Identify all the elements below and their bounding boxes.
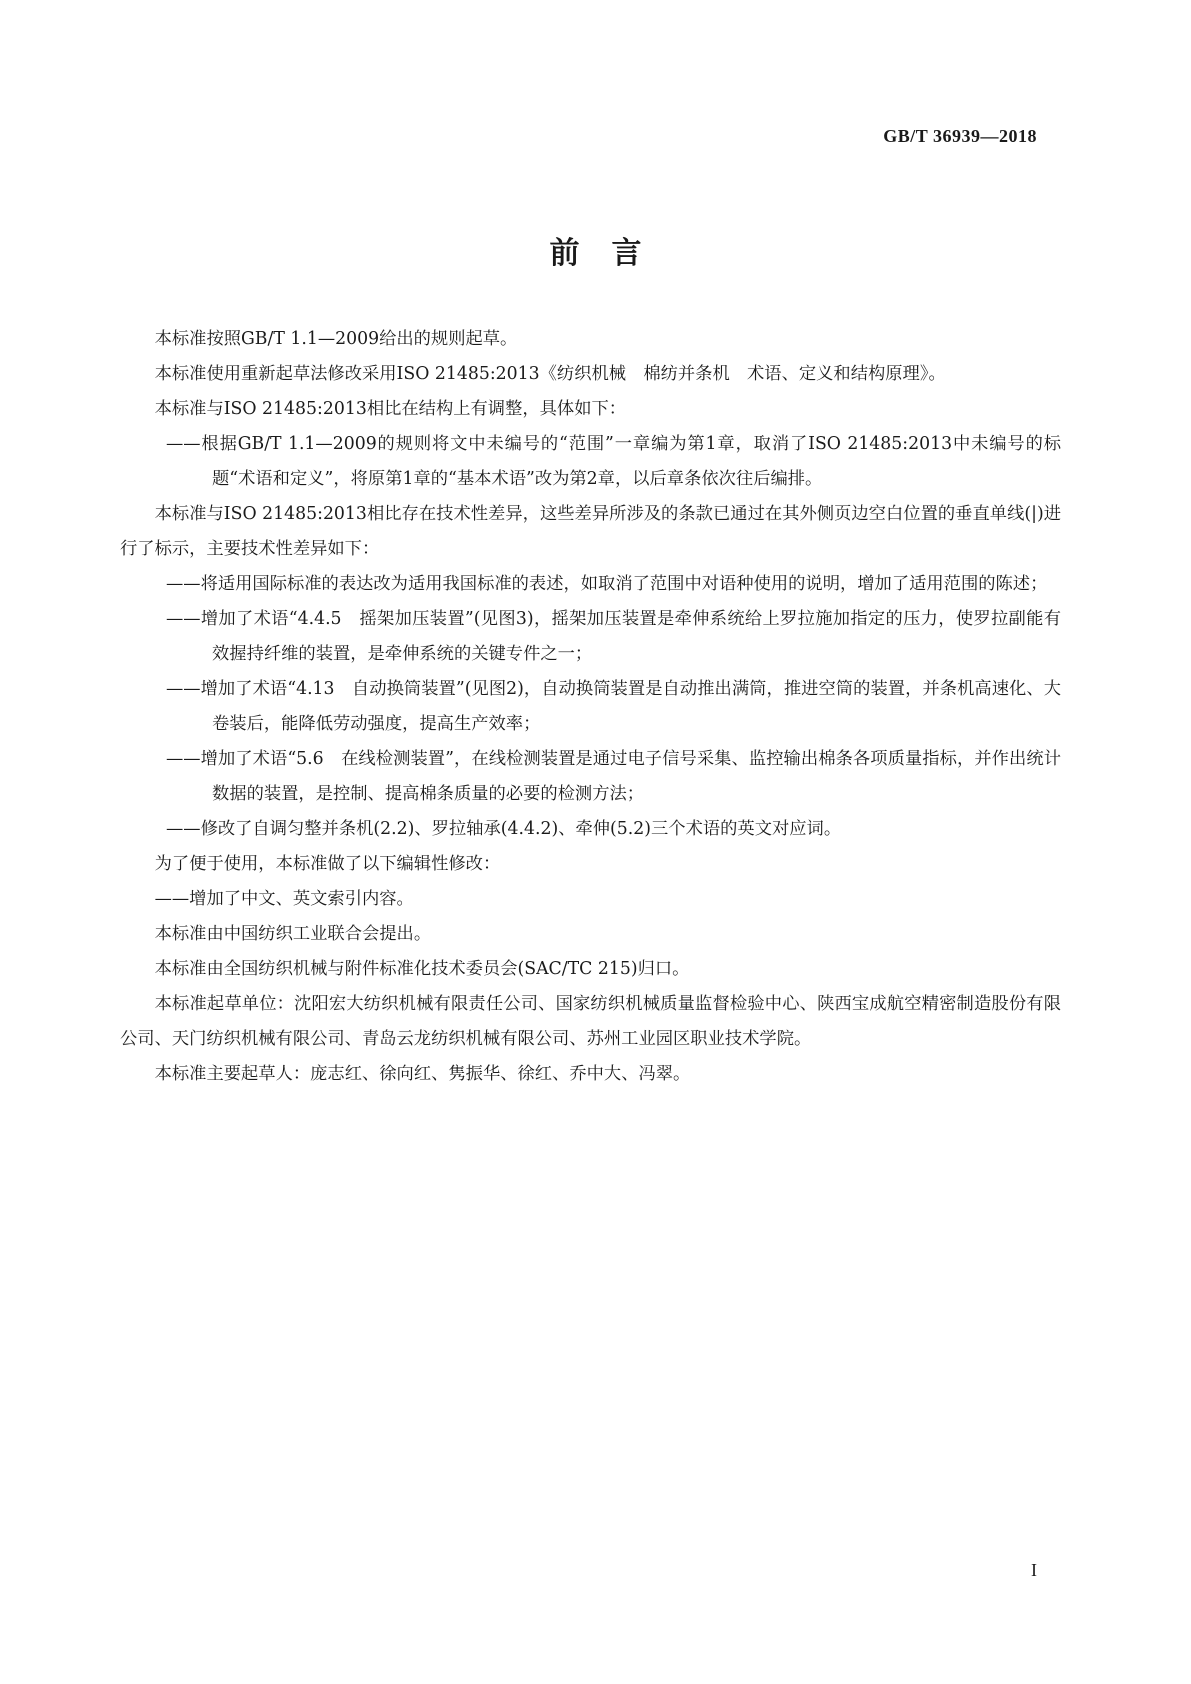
paragraph-drafting-rules: 本标准按照GB/T 1.1—2009给出的规则起草。	[154, 329, 518, 349]
paragraph-adoption: 本标准使用重新起草法修改采用ISO 21485:2013《纺织机械 棉纺并条机 术语、定义和结构原理》。	[154, 364, 946, 384]
list-item-term-5-6: ——增加了术语“5.6 在线检测装置”，在线检测装置是通过电子信号采集、监控输出棉条各项质量指标，并作出统计数据的装置，是控制、提高棉条质量的必要的检测方法；	[166, 749, 1061, 804]
list-item-structure: ——根据GB/T 1.1—2009的规则将文中未编号的“范围”一章编为第1章，取消了ISO 21485:2013中未编号的标题“术语和定义”，将原第1章的“基本术语”改为第2章，以后章条依次往后编排。	[166, 434, 1061, 489]
list-item-scope-change: ——将适用国际标准的表达改为适用我国标准的表述，如取消了范围中对语种使用的说明，增加了适用范围的陈述；	[166, 574, 1048, 594]
list-item-english-terms: ——修改了自调匀整并条机(2.2)、罗拉轴承(4.4.2)、牵伸(5.2)三个术语的英文对应词。	[166, 819, 842, 839]
paragraph-structure-changes: 本标准与ISO 21485:2013相比在结构上有调整，具体如下：	[154, 399, 627, 419]
page-number: I	[1031, 1560, 1037, 1580]
list-item-index: ——增加了中文、英文索引内容。	[154, 889, 414, 909]
paragraph-committee: 本标准由全国纺织机械与附件标准化技术委员会(SAC/TC 215)归口。	[154, 959, 690, 979]
page-title: 前言	[549, 236, 674, 271]
paragraph-drafting-units: 本标准起草单位：沈阳宏大纺织机械有限责任公司、国家纺织机械质量监督检验中心、陕西宝成航空精密制造股份有限公司、天门纺织机械有限公司、青岛云龙纺织机械有限公司、苏州工业园区职业技术学院。	[120, 994, 1061, 1049]
paragraph-drafters: 本标准主要起草人：庞志红、徐向红、隽振华、徐红、乔中大、冯翠。	[154, 1064, 691, 1084]
list-item-term-4-4-5: ——增加了术语“4.4.5 摇架加压装置”(见图3)，摇架加压装置是牵伸系统给上罗拉施加指定的压力，使罗拉副能有效握持纤维的装置，是牵伸系统的关键专件之一；	[166, 609, 1061, 664]
paragraph-technical-differences: 本标准与ISO 21485:2013相比存在技术性差异，这些差异所涉及的条款已通过在其外侧页边空白位置的垂直单线(|)进行了标示，主要技术性差异如下：	[120, 504, 1061, 559]
paragraph-editorial-changes: 为了便于使用，本标准做了以下编辑性修改：	[154, 854, 501, 874]
foreword-body	[120, 322, 1061, 1092]
list-item-term-4-13: ——增加了术语“4.13 自动换筒装置”(见图2)，自动换筒装置是自动推出满筒，推进空筒的装置，并条机高速化、大卷装后，能降低劳动强度，提高生产效率；	[166, 679, 1061, 734]
standard-number: GB/T 36939—2018	[883, 126, 1037, 146]
paragraph-proposer: 本标准由中国纺织工业联合会提出。	[154, 924, 432, 944]
